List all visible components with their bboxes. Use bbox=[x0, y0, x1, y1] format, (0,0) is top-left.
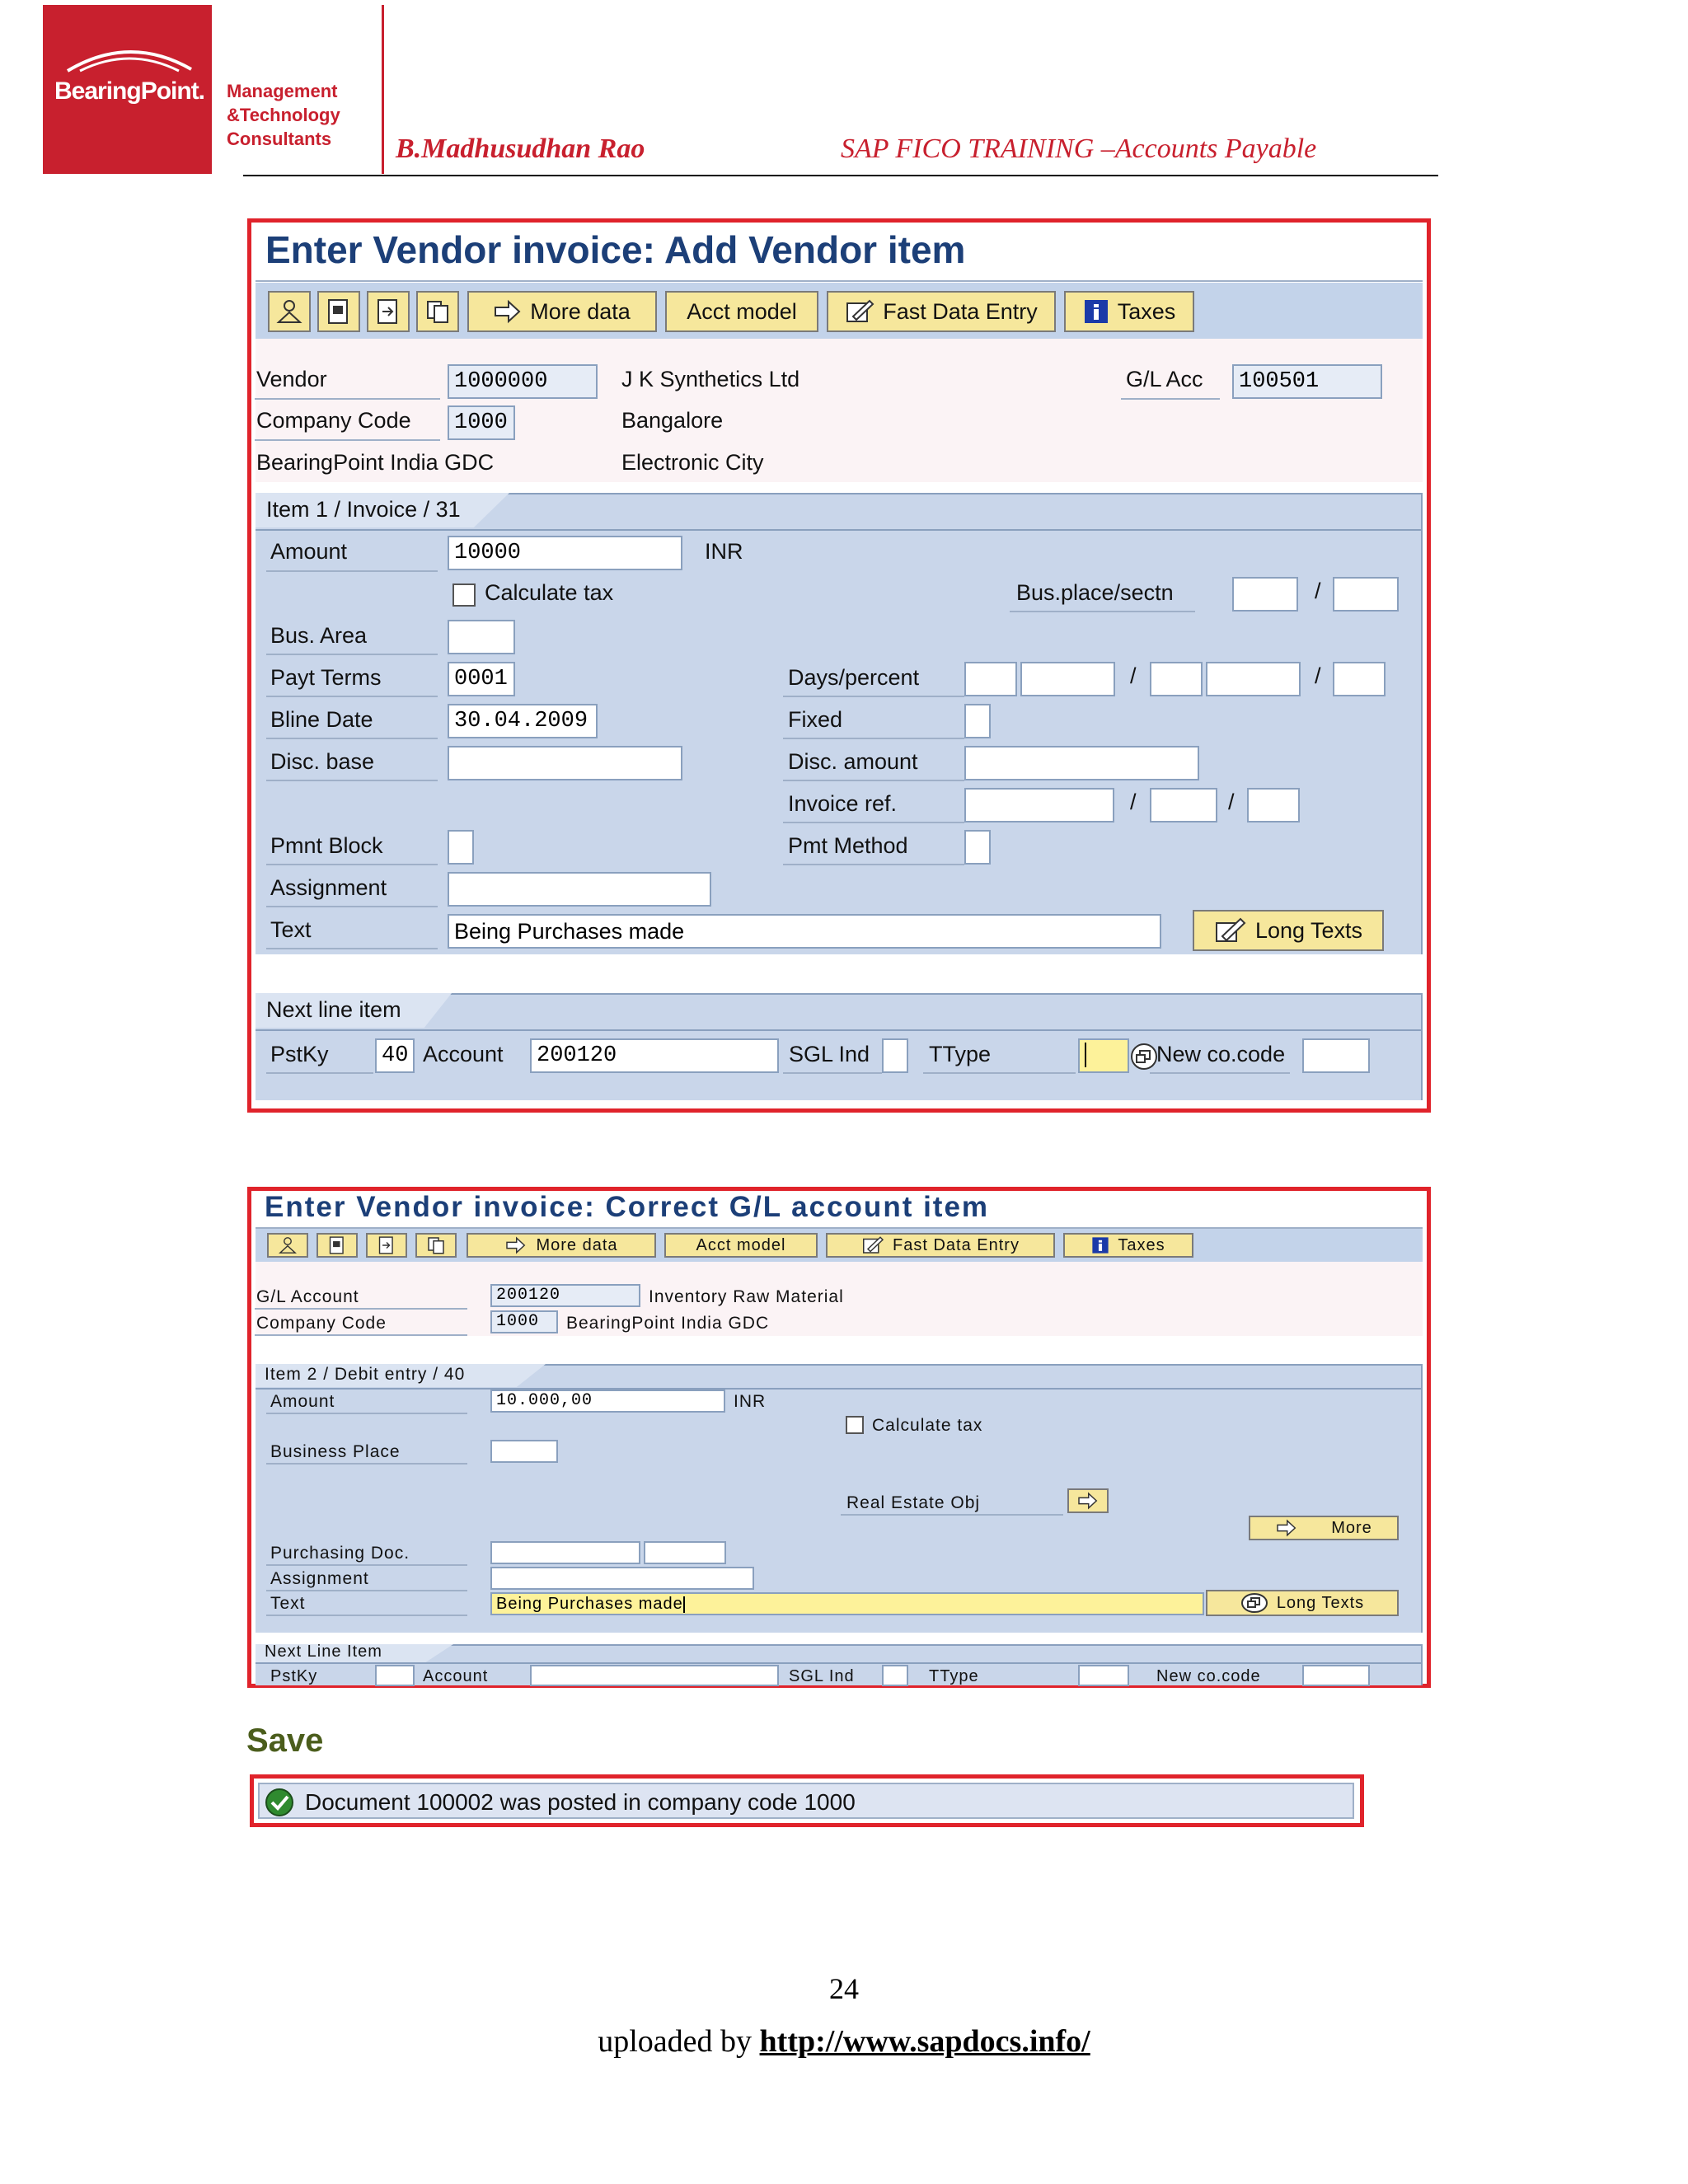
vendor-label: Vendor bbox=[256, 367, 327, 391]
pstky-field[interactable]: 40 bbox=[375, 1038, 415, 1073]
copy-button[interactable] bbox=[415, 1233, 457, 1258]
separator-slash: / bbox=[1315, 663, 1321, 688]
possible-entries-icon bbox=[1240, 1592, 1268, 1614]
assignment-label: Assignment bbox=[270, 875, 387, 900]
save-heading: Save bbox=[246, 1722, 324, 1759]
disc-amount-field[interactable] bbox=[964, 746, 1199, 780]
company-code-field[interactable]: 1000 bbox=[448, 405, 515, 440]
status-bar bbox=[258, 1783, 1354, 1819]
bline-date-field[interactable]: 30.04.2009 bbox=[448, 704, 598, 738]
screen2-next-tab-label: Next Line Item bbox=[265, 1643, 382, 1661]
ttype-label: TType bbox=[929, 1042, 992, 1066]
disc-base-label: Disc. base bbox=[270, 749, 375, 774]
calculate-tax-checkbox[interactable] bbox=[846, 1416, 864, 1434]
gl-account-name: Inventory Raw Material bbox=[649, 1287, 844, 1306]
new-co-code-field[interactable] bbox=[1302, 1665, 1370, 1686]
document-icon bbox=[326, 298, 351, 326]
text-label: Text bbox=[270, 917, 312, 942]
bus-area-label-underline bbox=[266, 654, 438, 655]
footer-upload-line bbox=[0, 2023, 1688, 2060]
invoice-ref-field[interactable] bbox=[964, 788, 1114, 823]
pstky-label-underline bbox=[266, 1072, 373, 1074]
fixed-checkbox[interactable] bbox=[964, 704, 991, 738]
screen1-title: Enter Vendor invoice: Add Vendor item bbox=[265, 228, 966, 271]
pencil-form-icon bbox=[861, 1235, 884, 1255]
assignment-field[interactable] bbox=[448, 872, 711, 907]
sgl-ind-label: SGL Ind bbox=[789, 1667, 855, 1685]
screen2-frame bbox=[247, 1187, 1431, 1688]
copy-button[interactable] bbox=[416, 291, 459, 332]
arrow-right-icon bbox=[1076, 1492, 1100, 1510]
screen1-frame bbox=[247, 218, 1431, 1113]
more-data-button[interactable]: More data bbox=[467, 1233, 656, 1258]
hold-button[interactable] bbox=[317, 291, 360, 332]
account-field[interactable]: 200120 bbox=[530, 1038, 779, 1073]
business-place-label-underline bbox=[266, 1463, 467, 1465]
company-name: BearingPoint India GDC bbox=[566, 1314, 770, 1333]
vendor-city: Bangalore bbox=[621, 408, 724, 433]
screen1-item-tab-label: Item 1 / Invoice / 31 bbox=[266, 497, 461, 522]
choose-vendor-button[interactable] bbox=[267, 1233, 308, 1258]
payt-terms-label: Payt Terms bbox=[270, 665, 382, 690]
header-rule bbox=[243, 175, 1438, 176]
gl-account-field[interactable]: 200120 bbox=[490, 1284, 640, 1307]
status-message: Document 100002 was posted in company code 1000 bbox=[305, 1789, 856, 1815]
payt-terms-label-underline bbox=[266, 696, 438, 697]
vendor-street: Electronic City bbox=[621, 450, 764, 475]
bus-section-field[interactable] bbox=[1333, 577, 1399, 612]
possible-entries-icon[interactable] bbox=[1130, 1043, 1158, 1071]
fast-data-entry-button[interactable]: Fast Data Entry bbox=[827, 291, 1056, 332]
screen2-toolbar bbox=[256, 1229, 1423, 1262]
amount-label: Amount bbox=[270, 539, 348, 564]
screen1-toolbar bbox=[256, 283, 1423, 339]
header-vertical-rule bbox=[382, 5, 384, 174]
bline-date-label: Bline Date bbox=[270, 707, 373, 732]
long-texts-button[interactable]: Long Texts bbox=[1193, 910, 1384, 951]
taxes-button[interactable]: Taxes bbox=[1063, 1233, 1193, 1258]
pmt-method-label-underline bbox=[783, 864, 964, 865]
account-label: Account bbox=[423, 1667, 489, 1685]
business-place-field[interactable] bbox=[490, 1440, 558, 1463]
bus-area-label: Bus. Area bbox=[270, 623, 368, 648]
taxes-button[interactable]: Taxes bbox=[1064, 291, 1194, 332]
real-estate-label: Real Estate Obj bbox=[846, 1493, 981, 1512]
invoice-ref-label-underline bbox=[783, 822, 964, 823]
simulate-button[interactable] bbox=[367, 291, 410, 332]
pmnt-block-label: Pmnt Block bbox=[270, 833, 383, 858]
disc-amount-label: Disc. amount bbox=[788, 749, 918, 774]
sgl-ind-label: SGL Ind bbox=[789, 1042, 870, 1066]
edit-text-icon bbox=[1214, 916, 1247, 944]
company-code-label: Company Code bbox=[256, 408, 411, 433]
company-code-label-underline bbox=[255, 1334, 467, 1336]
days3-field[interactable] bbox=[1333, 662, 1386, 696]
account-label: Account bbox=[423, 1042, 504, 1066]
arrow-right-icon bbox=[1275, 1519, 1298, 1537]
pmnt-block-field[interactable] bbox=[448, 830, 474, 865]
bus-place-label: Bus.place/sectn bbox=[1016, 580, 1174, 605]
pstky-label: PstKy bbox=[270, 1667, 318, 1685]
account-field[interactable] bbox=[530, 1665, 779, 1686]
disc-base-label-underline bbox=[266, 780, 438, 781]
pmnt-block-label-underline bbox=[266, 864, 438, 865]
acct-model-button[interactable]: Acct model bbox=[664, 1233, 818, 1258]
real-estate-label-underline bbox=[841, 1514, 1063, 1516]
pstky-field[interactable] bbox=[375, 1665, 415, 1686]
amount-currency: INR bbox=[705, 539, 743, 564]
success-check-icon bbox=[265, 1788, 294, 1817]
company-code-field[interactable]: 1000 bbox=[490, 1310, 558, 1333]
new-co-code-label: New co.code bbox=[1156, 1667, 1261, 1685]
pmt-method-field[interactable] bbox=[964, 830, 991, 865]
arrow-right-icon bbox=[504, 1236, 528, 1254]
screen2-next-tab-rule bbox=[256, 1662, 1423, 1664]
assignment-label-underline bbox=[266, 906, 438, 907]
text-cursor bbox=[1085, 1043, 1086, 1067]
info-icon bbox=[1091, 1236, 1109, 1254]
text-label-underline bbox=[266, 1615, 467, 1616]
bline-date-label-underline bbox=[266, 738, 438, 739]
text-field[interactable]: Being Purchases made bbox=[448, 914, 1161, 949]
ttype-field[interactable] bbox=[1078, 1038, 1129, 1073]
business-place-label: Business Place bbox=[270, 1442, 401, 1461]
calculate-tax-label: Calculate tax bbox=[872, 1416, 983, 1435]
vendor-label-underline bbox=[255, 398, 440, 400]
company-code-label: Company Code bbox=[256, 1314, 387, 1333]
new-co-code-label-underline bbox=[1150, 1072, 1290, 1074]
arrow-right-icon bbox=[494, 299, 522, 324]
person-icon bbox=[277, 1235, 298, 1255]
fixed-label-underline bbox=[783, 738, 964, 739]
assignment-label: Assignment bbox=[270, 1569, 369, 1588]
text-cursor bbox=[683, 1596, 685, 1613]
days-percent-label-underline bbox=[783, 696, 964, 697]
uploaded-by-text: uploaded by bbox=[598, 2024, 760, 2059]
calculate-tax-label: Calculate tax bbox=[485, 580, 614, 605]
screen1-next-tab-rule bbox=[256, 1029, 1423, 1031]
header-course: SAP FICO TRAINING –Accounts Payable bbox=[841, 134, 1317, 164]
amount-field[interactable]: 10000 bbox=[448, 536, 682, 570]
company-code-label-underline bbox=[255, 439, 440, 441]
sgl-ind-field[interactable] bbox=[882, 1038, 908, 1073]
amount-field[interactable]: 10.000,00 bbox=[490, 1390, 725, 1413]
document-icon bbox=[328, 1235, 346, 1255]
invoice-item-field[interactable] bbox=[1247, 788, 1300, 823]
sapdocs-link[interactable]: http://www.sapdocs.info/ bbox=[759, 2024, 1090, 2059]
calculate-tax-checkbox[interactable] bbox=[452, 583, 476, 607]
gl-account-label-underline bbox=[255, 1308, 467, 1310]
vendor-name: J K Synthetics Ltd bbox=[621, 367, 800, 391]
screen1-item-tab-rule bbox=[256, 529, 1423, 531]
purchasing-doc-field[interactable] bbox=[490, 1541, 640, 1564]
gl-acc-label-underline bbox=[1121, 398, 1220, 400]
purchasing-doc-label: Purchasing Doc. bbox=[270, 1544, 410, 1563]
ttype-label: TType bbox=[929, 1667, 979, 1685]
copy-icon bbox=[424, 298, 451, 325]
purchasing-doc-label-underline bbox=[266, 1564, 467, 1566]
ttype-label-underline bbox=[923, 1072, 1076, 1074]
new-co-code-label: New co.code bbox=[1156, 1042, 1286, 1066]
company-name: BearingPoint India GDC bbox=[256, 450, 495, 475]
more-data-button[interactable]: More data bbox=[467, 291, 657, 332]
payt-terms-field[interactable]: 0001 bbox=[448, 662, 515, 696]
assignment-field[interactable] bbox=[490, 1567, 754, 1590]
logo-name: BearingPoint. bbox=[54, 77, 205, 105]
sgl-ind-label-underline bbox=[783, 1072, 882, 1074]
gl-account-label: G/L Account bbox=[256, 1287, 359, 1306]
more-button[interactable]: More bbox=[1249, 1516, 1399, 1540]
document-arrow-icon bbox=[377, 1235, 396, 1255]
pmt-method-label: Pmt Method bbox=[788, 833, 908, 858]
gl-acc-label: G/L Acc bbox=[1126, 367, 1203, 391]
amount-label-underline bbox=[266, 1413, 467, 1414]
percent2-field[interactable] bbox=[1206, 662, 1301, 696]
disc-base-field[interactable] bbox=[448, 746, 682, 780]
screen2-item-tab-rule bbox=[256, 1388, 1423, 1390]
separator-slash: / bbox=[1130, 663, 1137, 688]
header-author: B.Madhusudhan Rao bbox=[396, 134, 645, 164]
disc-amount-label-underline bbox=[783, 780, 964, 781]
hold-button[interactable] bbox=[316, 1233, 358, 1258]
bus-area-field[interactable] bbox=[448, 620, 515, 654]
sgl-ind-field[interactable] bbox=[882, 1665, 908, 1686]
ttype-field[interactable] bbox=[1078, 1665, 1129, 1686]
invoice-year-field[interactable] bbox=[1150, 788, 1217, 823]
screen1-next-tab-label: Next line item bbox=[266, 997, 401, 1022]
separator-slash: / bbox=[1315, 579, 1321, 603]
text-label-underline bbox=[266, 948, 438, 949]
vendor-field[interactable]: 1000000 bbox=[448, 364, 598, 399]
screen1-title-rule bbox=[256, 280, 1423, 282]
pstky-label: PstKy bbox=[270, 1042, 329, 1066]
page-number: 24 bbox=[829, 1972, 859, 2005]
separator-slash: / bbox=[1228, 790, 1235, 814]
text-field[interactable]: Being Purchases made bbox=[490, 1592, 1204, 1615]
copy-icon bbox=[426, 1235, 446, 1255]
text-label: Text bbox=[270, 1594, 306, 1613]
new-co-code-field[interactable] bbox=[1302, 1038, 1370, 1073]
bus-place-label-underline bbox=[1010, 611, 1195, 612]
pencil-form-icon bbox=[845, 298, 874, 325]
days2-field[interactable] bbox=[1150, 662, 1203, 696]
amount-label-underline bbox=[266, 570, 438, 572]
logo-tagline: Management &Technology Consultants bbox=[227, 81, 340, 149]
logo bbox=[43, 5, 212, 174]
choose-vendor-button[interactable] bbox=[268, 291, 311, 332]
simulate-button[interactable] bbox=[366, 1233, 407, 1258]
screen2-title: Enter Vendor invoice: Correct G/L account item bbox=[265, 1191, 990, 1223]
amount-label: Amount bbox=[270, 1392, 335, 1411]
purchasing-item-field[interactable] bbox=[644, 1541, 726, 1564]
long-texts-button[interactable]: Long Texts bbox=[1206, 1590, 1399, 1616]
info-icon bbox=[1083, 298, 1109, 325]
status-bar-frame bbox=[250, 1774, 1364, 1827]
bus-place-field[interactable] bbox=[1232, 577, 1298, 612]
screen2-item-tab-label: Item 2 / Debit entry / 40 bbox=[265, 1365, 466, 1384]
document-arrow-icon bbox=[376, 298, 401, 326]
logo-swoosh-icon bbox=[51, 38, 204, 79]
person-icon bbox=[275, 298, 303, 326]
real-estate-button[interactable] bbox=[1067, 1488, 1109, 1513]
gl-acc-field[interactable]: 100501 bbox=[1232, 364, 1382, 399]
amount-currency: INR bbox=[734, 1392, 767, 1411]
acct-model-button[interactable]: Acct model bbox=[665, 291, 818, 332]
days-percent-label: Days/percent bbox=[788, 665, 920, 690]
fixed-label: Fixed bbox=[788, 707, 843, 732]
fast-data-entry-button[interactable]: Fast Data Entry bbox=[826, 1233, 1055, 1258]
separator-slash: / bbox=[1130, 790, 1137, 814]
invoice-ref-label: Invoice ref. bbox=[788, 791, 898, 816]
assignment-label-underline bbox=[266, 1590, 467, 1591]
percent1-field[interactable] bbox=[1020, 662, 1115, 696]
days1-field[interactable] bbox=[964, 662, 1017, 696]
